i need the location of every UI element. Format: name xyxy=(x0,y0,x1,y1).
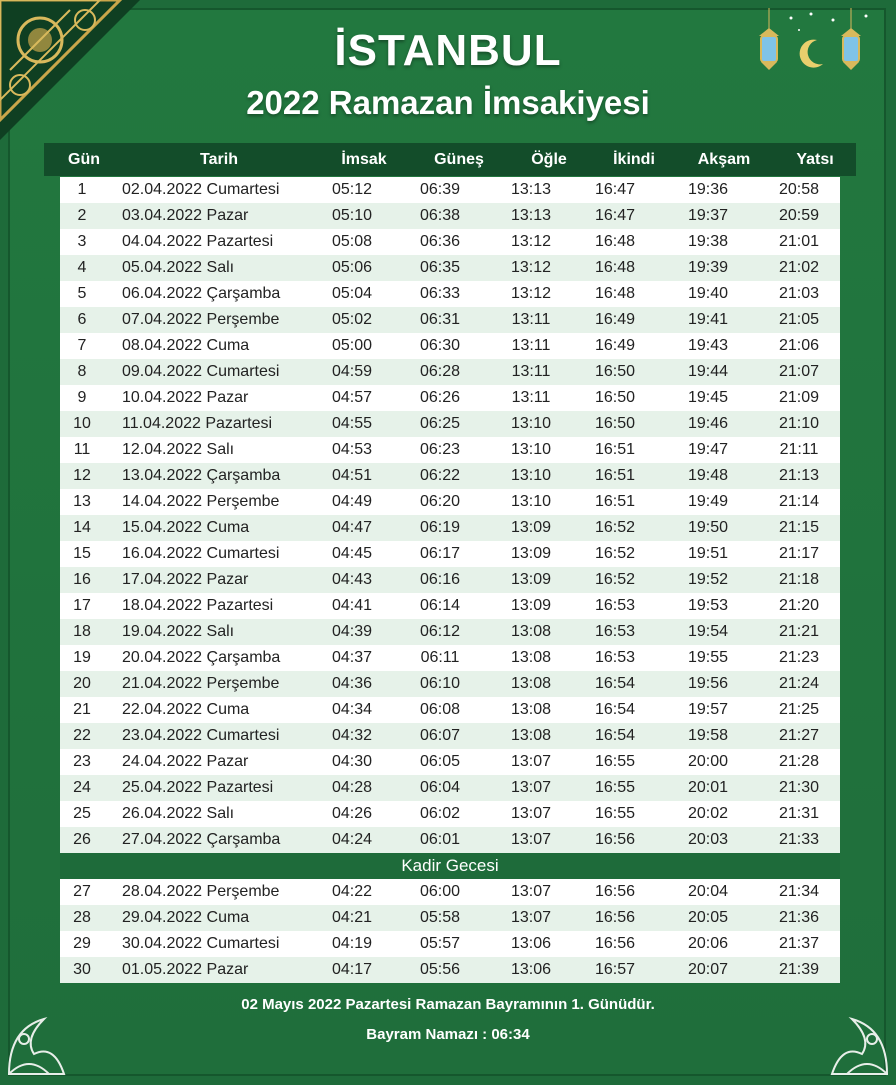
table-row xyxy=(60,723,840,749)
cell-tarih: 26.04.2022 Salı xyxy=(122,805,235,822)
cell-aksam: 19:55 xyxy=(687,649,729,666)
cell-gun: 26 xyxy=(73,831,91,848)
cell-ogle: 13:07 xyxy=(510,779,552,796)
cell-yatsi: 21:21 xyxy=(778,623,820,640)
cell-imsak: 04:49 xyxy=(332,493,373,510)
cell-gunes: 06:38 xyxy=(419,207,461,224)
cell-gun: 1 xyxy=(77,181,87,198)
cell-tarih: 21.04.2022 Perşembe xyxy=(122,675,280,692)
cell-gun: 9 xyxy=(77,389,87,406)
cell-imsak: 04:28 xyxy=(332,779,373,796)
cell-tarih: 08.04.2022 Cuma xyxy=(122,337,250,354)
table-row xyxy=(60,749,840,775)
cell-gunes: 06:19 xyxy=(419,519,461,536)
cell-ikindi: 16:57 xyxy=(594,961,636,978)
cell-tarih: 04.04.2022 Pazartesi xyxy=(122,233,274,250)
cell-yatsi: 21:20 xyxy=(778,597,820,614)
bayram-namazi-time: Bayram Namazı : 06:34 xyxy=(366,1026,530,1043)
cell-ogle: 13:08 xyxy=(510,649,552,666)
cell-gunes: 06:28 xyxy=(419,363,461,380)
cell-gunes: 06:39 xyxy=(419,181,461,198)
cell-ogle: 13:07 xyxy=(510,831,552,848)
cell-aksam: 19:56 xyxy=(687,675,729,692)
column-header-tarih: Tarih xyxy=(200,150,238,168)
cell-gunes: 06:31 xyxy=(419,311,461,328)
cell-yatsi: 21:33 xyxy=(778,831,820,848)
cell-tarih: 19.04.2022 Salı xyxy=(122,623,235,640)
cell-gunes: 06:01 xyxy=(419,831,461,848)
cell-ogle: 13:07 xyxy=(510,753,552,770)
cell-tarih: 13.04.2022 Çarşamba xyxy=(122,467,281,484)
cell-gunes: 06:12 xyxy=(419,623,461,640)
table-row xyxy=(60,489,840,515)
cell-gunes: 06:16 xyxy=(419,571,461,588)
cell-imsak: 04:59 xyxy=(332,363,373,380)
cell-imsak: 04:43 xyxy=(332,571,373,588)
cell-gunes: 06:20 xyxy=(419,493,461,510)
table-row xyxy=(60,775,840,801)
cell-gunes: 06:08 xyxy=(419,701,461,718)
cell-ikindi: 16:51 xyxy=(594,493,636,510)
table-row xyxy=(60,697,840,723)
cell-imsak: 04:57 xyxy=(332,389,373,406)
cell-ikindi: 16:54 xyxy=(594,675,636,692)
cell-gun: 7 xyxy=(77,337,87,354)
cell-yatsi: 21:02 xyxy=(778,259,820,276)
column-header-aksam: Akşam xyxy=(697,150,751,168)
cell-ogle: 13:09 xyxy=(510,571,552,588)
cell-yatsi: 21:23 xyxy=(778,649,820,666)
cell-tarih: 12.04.2022 Salı xyxy=(122,441,235,458)
cell-aksam: 19:48 xyxy=(687,467,729,484)
cell-ikindi: 16:52 xyxy=(594,545,636,562)
cell-tarih: 07.04.2022 Perşembe xyxy=(122,311,280,328)
table-row xyxy=(60,411,840,437)
cell-ikindi: 16:50 xyxy=(594,415,636,432)
cell-tarih: 10.04.2022 Pazar xyxy=(122,389,249,406)
cell-gun: 2 xyxy=(77,207,87,224)
cell-aksam: 19:45 xyxy=(687,389,729,406)
cell-gunes: 06:05 xyxy=(419,753,461,770)
column-header-gunes: Güneş xyxy=(434,150,484,168)
cell-tarih: 11.04.2022 Pazartesi xyxy=(122,415,273,432)
cell-ikindi: 16:54 xyxy=(594,701,636,718)
cell-ikindi: 16:55 xyxy=(594,753,636,770)
cell-yatsi: 21:13 xyxy=(778,467,820,484)
cell-imsak: 04:51 xyxy=(332,467,373,484)
cell-ikindi: 16:56 xyxy=(594,909,636,926)
cell-ikindi: 16:47 xyxy=(594,207,636,224)
table-row xyxy=(60,619,840,645)
cell-imsak: 04:47 xyxy=(332,519,373,536)
cell-imsak: 04:55 xyxy=(332,415,373,432)
cell-yatsi: 21:01 xyxy=(778,233,820,250)
column-header-gun: Gün xyxy=(68,150,100,168)
table-row xyxy=(60,255,840,281)
cell-ikindi: 16:49 xyxy=(594,311,636,328)
cell-aksam: 19:52 xyxy=(687,571,729,588)
cell-imsak: 04:30 xyxy=(332,753,373,770)
page-title-city: İSTANBUL xyxy=(334,26,562,75)
cell-imsak: 04:36 xyxy=(332,675,373,692)
cell-ogle: 13:12 xyxy=(510,259,552,276)
cell-aksam: 19:46 xyxy=(687,415,729,432)
cell-gunes: 06:04 xyxy=(419,779,461,796)
cell-gun: 20 xyxy=(73,675,91,692)
cell-imsak: 05:00 xyxy=(332,337,373,354)
cell-gunes: 06:14 xyxy=(419,597,461,614)
cell-aksam: 20:01 xyxy=(687,779,729,796)
cell-ogle: 13:08 xyxy=(510,623,552,640)
cell-gun: 16 xyxy=(73,571,91,588)
cell-ikindi: 16:56 xyxy=(594,935,636,952)
cell-aksam: 20:03 xyxy=(687,831,729,848)
cell-ogle: 13:13 xyxy=(510,181,552,198)
cell-yatsi: 21:28 xyxy=(778,753,820,770)
cell-ogle: 13:11 xyxy=(511,337,551,354)
cell-ikindi: 16:52 xyxy=(594,571,636,588)
cell-ikindi: 16:53 xyxy=(594,597,636,614)
table-row xyxy=(60,567,840,593)
cell-gun: 22 xyxy=(73,727,91,744)
cell-tarih: 14.04.2022 Perşembe xyxy=(122,493,280,510)
cell-gun: 27 xyxy=(73,883,91,900)
kadir-gecesi-row: Kadir Gecesi xyxy=(60,853,840,879)
cell-yatsi: 21:05 xyxy=(778,311,820,328)
cell-gun: 13 xyxy=(73,493,91,510)
cell-gunes: 06:11 xyxy=(420,649,460,666)
table-row xyxy=(60,905,840,931)
cell-gun: 10 xyxy=(73,415,91,432)
cell-aksam: 19:51 xyxy=(687,545,729,562)
cell-imsak: 04:39 xyxy=(332,623,373,640)
cell-aksam: 20:06 xyxy=(687,935,729,952)
cell-imsak: 05:06 xyxy=(332,259,373,276)
bayram-note: 02 Mayıs 2022 Pazartesi Ramazan Bayramının 1. Günüdür. xyxy=(241,996,655,1013)
cell-tarih: 27.04.2022 Çarşamba xyxy=(122,831,281,848)
cell-aksam: 19:39 xyxy=(687,259,729,276)
cell-yatsi: 21:34 xyxy=(778,883,820,900)
cell-ogle: 13:07 xyxy=(510,805,552,822)
cell-ogle: 13:08 xyxy=(510,701,552,718)
cell-tarih: 28.04.2022 Perşembe xyxy=(122,883,280,900)
cell-yatsi: 21:03 xyxy=(778,285,820,302)
cell-yatsi: 21:27 xyxy=(778,727,820,744)
cell-yatsi: 21:18 xyxy=(778,571,820,588)
cell-ogle: 13:10 xyxy=(510,467,552,484)
cell-ogle: 13:08 xyxy=(510,675,552,692)
cell-yatsi: 21:24 xyxy=(778,675,820,692)
cell-yatsi: 21:07 xyxy=(778,363,820,380)
cell-ogle: 13:13 xyxy=(510,207,552,224)
cell-ogle: 13:06 xyxy=(510,961,552,978)
cell-tarih: 16.04.2022 Cumartesi xyxy=(122,545,280,562)
cell-aksam: 20:07 xyxy=(687,961,729,978)
table-row xyxy=(60,957,840,983)
cell-aksam: 19:36 xyxy=(687,181,729,198)
cell-gunes: 06:07 xyxy=(419,727,461,744)
cell-imsak: 04:24 xyxy=(332,831,373,848)
cell-gun: 3 xyxy=(77,233,87,250)
cell-gunes: 05:58 xyxy=(419,909,461,926)
cell-ikindi: 16:55 xyxy=(594,805,636,822)
cell-tarih: 09.04.2022 Cumartesi xyxy=(122,363,280,380)
cell-tarih: 25.04.2022 Pazartesi xyxy=(122,779,274,796)
cell-gun: 12 xyxy=(73,467,91,484)
cell-imsak: 04:41 xyxy=(332,597,373,614)
cell-aksam: 19:58 xyxy=(687,727,729,744)
cell-gun: 4 xyxy=(77,259,87,276)
cell-gunes: 05:56 xyxy=(419,961,461,978)
cell-tarih: 15.04.2022 Cuma xyxy=(122,519,250,536)
cell-gun: 15 xyxy=(73,545,91,562)
cell-yatsi: 21:15 xyxy=(778,519,820,536)
cell-gun: 11 xyxy=(73,441,91,458)
cell-gunes: 06:10 xyxy=(419,675,461,692)
cell-gunes: 06:02 xyxy=(419,805,461,822)
table-row xyxy=(60,541,840,567)
cell-tarih: 22.04.2022 Cuma xyxy=(122,701,250,718)
cell-ogle: 13:11 xyxy=(511,363,551,380)
cell-aksam: 19:54 xyxy=(687,623,729,640)
cell-tarih: 20.04.2022 Çarşamba xyxy=(122,649,281,666)
cell-ikindi: 16:50 xyxy=(594,363,636,380)
cell-gunes: 06:25 xyxy=(419,415,461,432)
cell-yatsi: 20:59 xyxy=(778,207,820,224)
cell-ikindi: 16:54 xyxy=(594,727,636,744)
cell-yatsi: 21:10 xyxy=(778,415,820,432)
cell-ogle: 13:11 xyxy=(511,311,551,328)
cell-tarih: 23.04.2022 Cumartesi xyxy=(122,727,280,744)
cell-ikindi: 16:51 xyxy=(594,467,636,484)
cell-ikindi: 16:52 xyxy=(594,519,636,536)
cell-ogle: 13:06 xyxy=(510,935,552,952)
cell-gun: 5 xyxy=(77,285,87,302)
cell-tarih: 24.04.2022 Pazar xyxy=(122,753,249,770)
table-row xyxy=(60,359,840,385)
cell-yatsi: 21:37 xyxy=(778,935,820,952)
cell-ikindi: 16:50 xyxy=(594,389,636,406)
cell-aksam: 20:00 xyxy=(687,753,729,770)
cell-yatsi: 21:11 xyxy=(779,441,819,458)
cell-ogle: 13:09 xyxy=(510,519,552,536)
cell-yatsi: 21:30 xyxy=(778,779,820,796)
table-row xyxy=(60,333,840,359)
cell-gunes: 06:23 xyxy=(419,441,461,458)
table-header xyxy=(44,143,856,176)
cell-aksam: 19:40 xyxy=(687,285,729,302)
column-header-yatsi: Yatsı xyxy=(796,150,834,168)
cell-aksam: 19:53 xyxy=(687,597,729,614)
cell-tarih: 17.04.2022 Pazar xyxy=(122,571,249,588)
cell-ikindi: 16:56 xyxy=(594,831,636,848)
cell-gunes: 06:30 xyxy=(419,337,461,354)
cell-ikindi: 16:56 xyxy=(594,883,636,900)
table-row xyxy=(60,515,840,541)
cell-yatsi: 20:58 xyxy=(778,181,820,198)
cell-tarih: 03.04.2022 Pazar xyxy=(122,207,249,224)
cell-tarih: 29.04.2022 Cuma xyxy=(122,909,250,926)
cell-gun: 21 xyxy=(73,701,91,718)
cell-gun: 28 xyxy=(73,909,91,926)
cell-gunes: 06:26 xyxy=(419,389,461,406)
cell-aksam: 19:49 xyxy=(687,493,729,510)
table-row xyxy=(60,645,840,671)
table-row xyxy=(60,879,840,905)
cell-ikindi: 16:51 xyxy=(594,441,636,458)
cell-aksam: 19:47 xyxy=(687,441,729,458)
cell-aksam: 20:05 xyxy=(687,909,729,926)
cell-gunes: 06:35 xyxy=(419,259,461,276)
cell-imsak: 04:45 xyxy=(332,545,373,562)
cell-imsak: 04:22 xyxy=(332,883,373,900)
table-row xyxy=(60,307,840,333)
column-header-ogle: Öğle xyxy=(531,150,567,168)
cell-gun: 18 xyxy=(73,623,91,640)
cell-aksam: 19:57 xyxy=(687,701,729,718)
cell-gun: 17 xyxy=(73,597,91,614)
cell-gunes: 06:36 xyxy=(419,233,461,250)
cell-tarih: 18.04.2022 Pazartesi xyxy=(122,597,274,614)
cell-yatsi: 21:09 xyxy=(778,389,820,406)
cell-ikindi: 16:53 xyxy=(594,649,636,666)
cell-imsak: 04:34 xyxy=(332,701,373,718)
cell-gun: 24 xyxy=(73,779,91,796)
cell-imsak: 04:53 xyxy=(332,441,373,458)
cell-tarih: 01.05.2022 Pazar xyxy=(122,961,249,978)
cell-yatsi: 21:39 xyxy=(778,961,820,978)
cell-yatsi: 21:06 xyxy=(778,337,820,354)
cell-ogle: 13:10 xyxy=(510,493,552,510)
cell-imsak: 05:04 xyxy=(332,285,373,302)
cell-aksam: 19:43 xyxy=(687,337,729,354)
cell-ogle: 13:12 xyxy=(510,285,552,302)
cell-aksam: 20:04 xyxy=(687,883,729,900)
cell-gun: 25 xyxy=(73,805,91,822)
cell-imsak: 05:10 xyxy=(332,207,373,224)
cell-gun: 6 xyxy=(77,311,87,328)
cell-ikindi: 16:55 xyxy=(594,779,636,796)
cell-ikindi: 16:48 xyxy=(594,259,636,276)
cell-gunes: 06:17 xyxy=(419,545,461,562)
cell-imsak: 05:12 xyxy=(332,181,373,198)
cell-ogle: 13:07 xyxy=(510,909,552,926)
cell-tarih: 30.04.2022 Cumartesi xyxy=(122,935,280,952)
cell-ikindi: 16:53 xyxy=(594,623,636,640)
cell-ikindi: 16:48 xyxy=(594,285,636,302)
table-row xyxy=(60,671,840,697)
cell-tarih: 02.04.2022 Cumartesi xyxy=(122,181,280,198)
table-row xyxy=(60,203,840,229)
column-header-ikindi: İkindi xyxy=(613,150,655,168)
cell-gunes: 06:22 xyxy=(419,467,461,484)
cell-imsak: 04:37 xyxy=(332,649,373,666)
table-row xyxy=(60,229,840,255)
cell-yatsi: 21:31 xyxy=(778,805,820,822)
cell-aksam: 19:50 xyxy=(687,519,729,536)
cell-gun: 23 xyxy=(73,753,91,770)
cell-ikindi: 16:48 xyxy=(594,233,636,250)
table-row xyxy=(60,827,840,853)
cell-tarih: 05.04.2022 Salı xyxy=(122,259,235,276)
cell-imsak: 04:17 xyxy=(332,961,373,978)
cell-aksam: 20:02 xyxy=(687,805,729,822)
cell-imsak: 05:02 xyxy=(332,311,373,328)
table-row xyxy=(60,281,840,307)
cell-ogle: 13:09 xyxy=(510,597,552,614)
cell-yatsi: 21:14 xyxy=(778,493,820,510)
table-body xyxy=(60,177,840,983)
cell-ogle: 13:08 xyxy=(510,727,552,744)
cell-yatsi: 21:36 xyxy=(778,909,820,926)
cell-imsak: 05:08 xyxy=(332,233,373,250)
cell-yatsi: 21:17 xyxy=(778,545,820,562)
table-row xyxy=(60,385,840,411)
table-row xyxy=(60,437,840,463)
cell-gun: 8 xyxy=(77,363,87,380)
cell-ogle: 13:10 xyxy=(510,441,552,458)
cell-imsak: 04:26 xyxy=(332,805,373,822)
cell-gun: 19 xyxy=(73,649,91,666)
cell-gunes: 05:57 xyxy=(419,935,461,952)
cell-ikindi: 16:47 xyxy=(594,181,636,198)
cell-ogle: 13:09 xyxy=(510,545,552,562)
cell-aksam: 19:38 xyxy=(687,233,729,250)
cell-gun: 14 xyxy=(73,519,91,536)
table-row xyxy=(60,593,840,619)
table-row xyxy=(60,801,840,827)
page-subtitle: 2022 Ramazan İmsakiyesi xyxy=(246,84,650,121)
cell-yatsi: 21:25 xyxy=(778,701,820,718)
cell-tarih: 06.04.2022 Çarşamba xyxy=(122,285,281,302)
cell-aksam: 19:44 xyxy=(687,363,729,380)
cell-gunes: 06:33 xyxy=(419,285,461,302)
cell-gun: 30 xyxy=(73,961,91,978)
cell-aksam: 19:41 xyxy=(687,311,729,328)
table-row xyxy=(60,463,840,489)
cell-gun: 29 xyxy=(73,935,91,952)
cell-imsak: 04:19 xyxy=(332,935,373,952)
cell-imsak: 04:32 xyxy=(332,727,373,744)
column-header-imsak: İmsak xyxy=(341,150,387,168)
table-row xyxy=(60,931,840,957)
cell-aksam: 19:37 xyxy=(687,207,729,224)
cell-ikindi: 16:49 xyxy=(594,337,636,354)
cell-gunes: 06:00 xyxy=(419,883,461,900)
table-row xyxy=(60,177,840,203)
cell-ogle: 13:11 xyxy=(511,389,551,406)
cell-ogle: 13:12 xyxy=(510,233,552,250)
cell-imsak: 04:21 xyxy=(332,909,373,926)
cell-ogle: 13:07 xyxy=(510,883,552,900)
cell-ogle: 13:10 xyxy=(510,415,552,432)
